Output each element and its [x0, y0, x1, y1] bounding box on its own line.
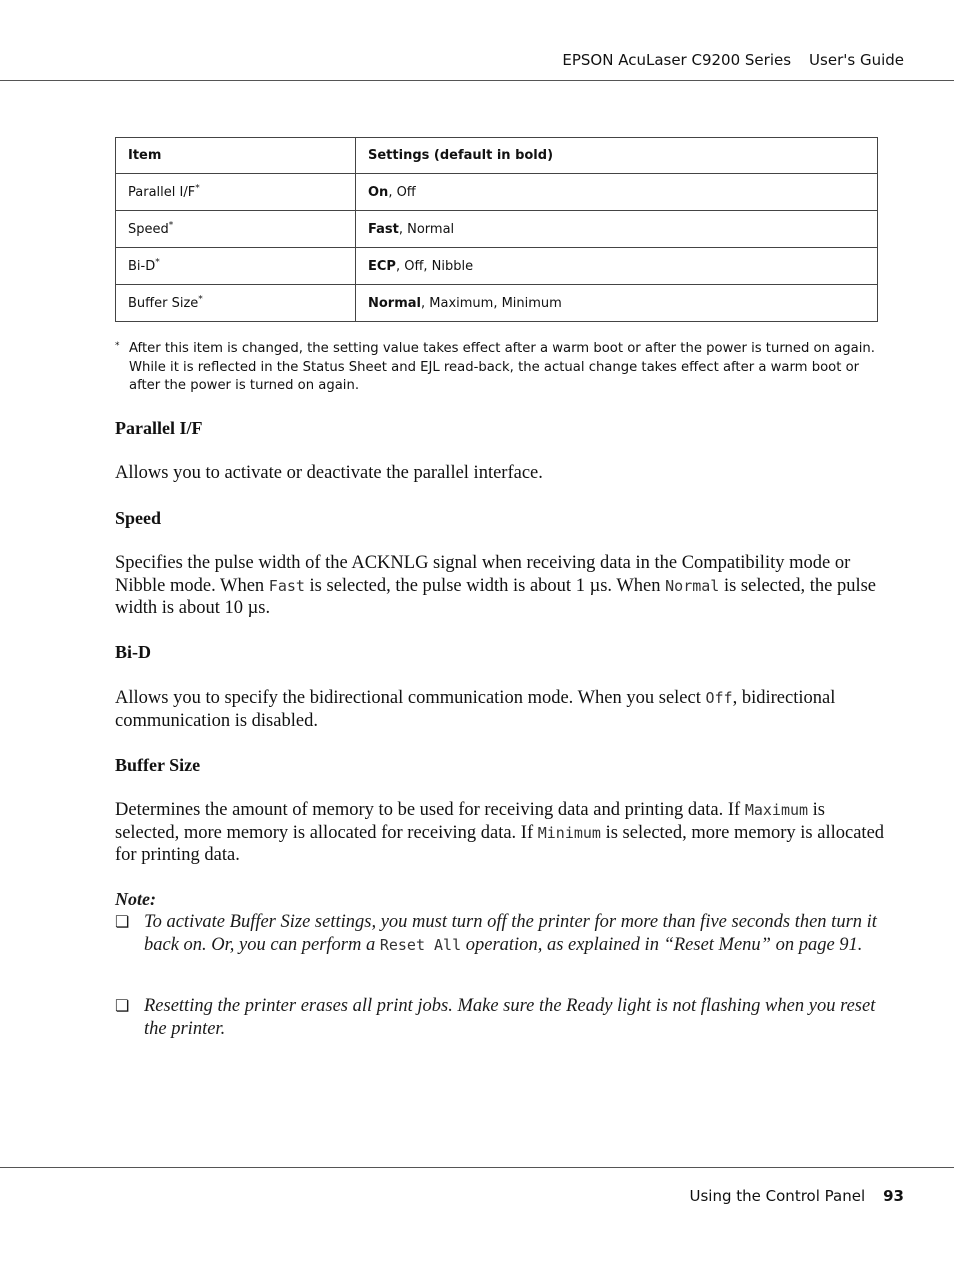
header-text [562, 51, 904, 69]
section-title-buffer: Buffer Size [115, 755, 201, 775]
row-item: Parallel I/F* [116, 174, 356, 211]
footer-section: Using the Control Panel [689, 1187, 866, 1205]
checkbox-bullet-icon: ❏ [115, 996, 130, 1015]
row-settings: On, Off [356, 174, 878, 211]
header-guide: User's Guide [809, 51, 904, 69]
code-fast: Fast [268, 576, 305, 595]
table-row [116, 211, 878, 248]
table-footnote [115, 340, 880, 396]
table-row [116, 248, 878, 285]
code-off: Off [705, 689, 733, 707]
header-item: Item [116, 138, 356, 174]
table-header-row [116, 138, 878, 174]
footnote-mark: * [115, 341, 120, 351]
header-product: EPSON AcuLaser C9200 Series [562, 51, 792, 69]
row-settings: Fast, Normal [356, 211, 878, 248]
header-settings: Settings (default in bold) [356, 138, 878, 174]
code-minimum: Minimum [537, 823, 601, 842]
note-title: Note: [115, 889, 156, 909]
row-item: Buffer Size* [116, 285, 356, 322]
settings-table [115, 137, 878, 322]
page-number: 93 [883, 1187, 904, 1205]
table-row [116, 285, 878, 322]
note-item: ❏ To activate Buffer Size settings, you must turn off the printer for more than five seconds then turn it back on. Or, you can perform a Reset All operation, as explained in “Reset Menu” on page 91. [115, 912, 877, 955]
section-text-parallel: Allows you to activate or deactivate the parallel interface. [115, 463, 543, 483]
note-item: ❏ Resetting the printer erases all print jobs. Make sure the Ready light is not flashing when you reset the printer. [115, 996, 876, 1039]
checkbox-bullet-icon: ❏ [115, 912, 130, 931]
row-settings: ECP, Off, Nibble [356, 248, 878, 285]
section-text-buffer: Determines the amount of memory to be used for receiving data and printing data. If Maximum is selected, more memory is allocated for receiving data. If Minimum is selected, more memory is allocated for printing data. [115, 800, 885, 865]
section-title-parallel: Parallel I/F [115, 418, 203, 438]
section-title-speed: Speed [115, 508, 162, 528]
section-text-bid: Allows you to specify the bidirectional communication mode. When you select Off, bidirectional communication is disabled. [115, 688, 836, 731]
footnote-text: After this item is changed, the setting value takes effect after a warm boot or after the power is turned on again. While it is reflected in the Status Sheet and EJL read-back, the actual change takes effect after a warm boot or after the power is turned on again. [129, 341, 875, 393]
row-settings: Normal, Maximum, Minimum [356, 285, 878, 322]
section-text-speed: Specifies the pulse width of the ACKNLG signal when receiving data in the Compatibility mode or Nibble mode. When Fast is selected, the pulse width is about 1 µs. When Normal is selected, the pulse width is about 10 µs. [115, 553, 877, 618]
code-maximum: Maximum [744, 801, 809, 819]
footer-text [690, 1187, 904, 1205]
code-normal: Normal [665, 576, 720, 595]
section-title-bid: Bi-D [115, 642, 151, 662]
page-footer [0, 1167, 954, 1168]
row-item: Bi-D* [116, 248, 356, 285]
code-reset-all: Reset All [379, 935, 462, 954]
table-row [116, 174, 878, 211]
row-item: Speed* [116, 211, 356, 248]
